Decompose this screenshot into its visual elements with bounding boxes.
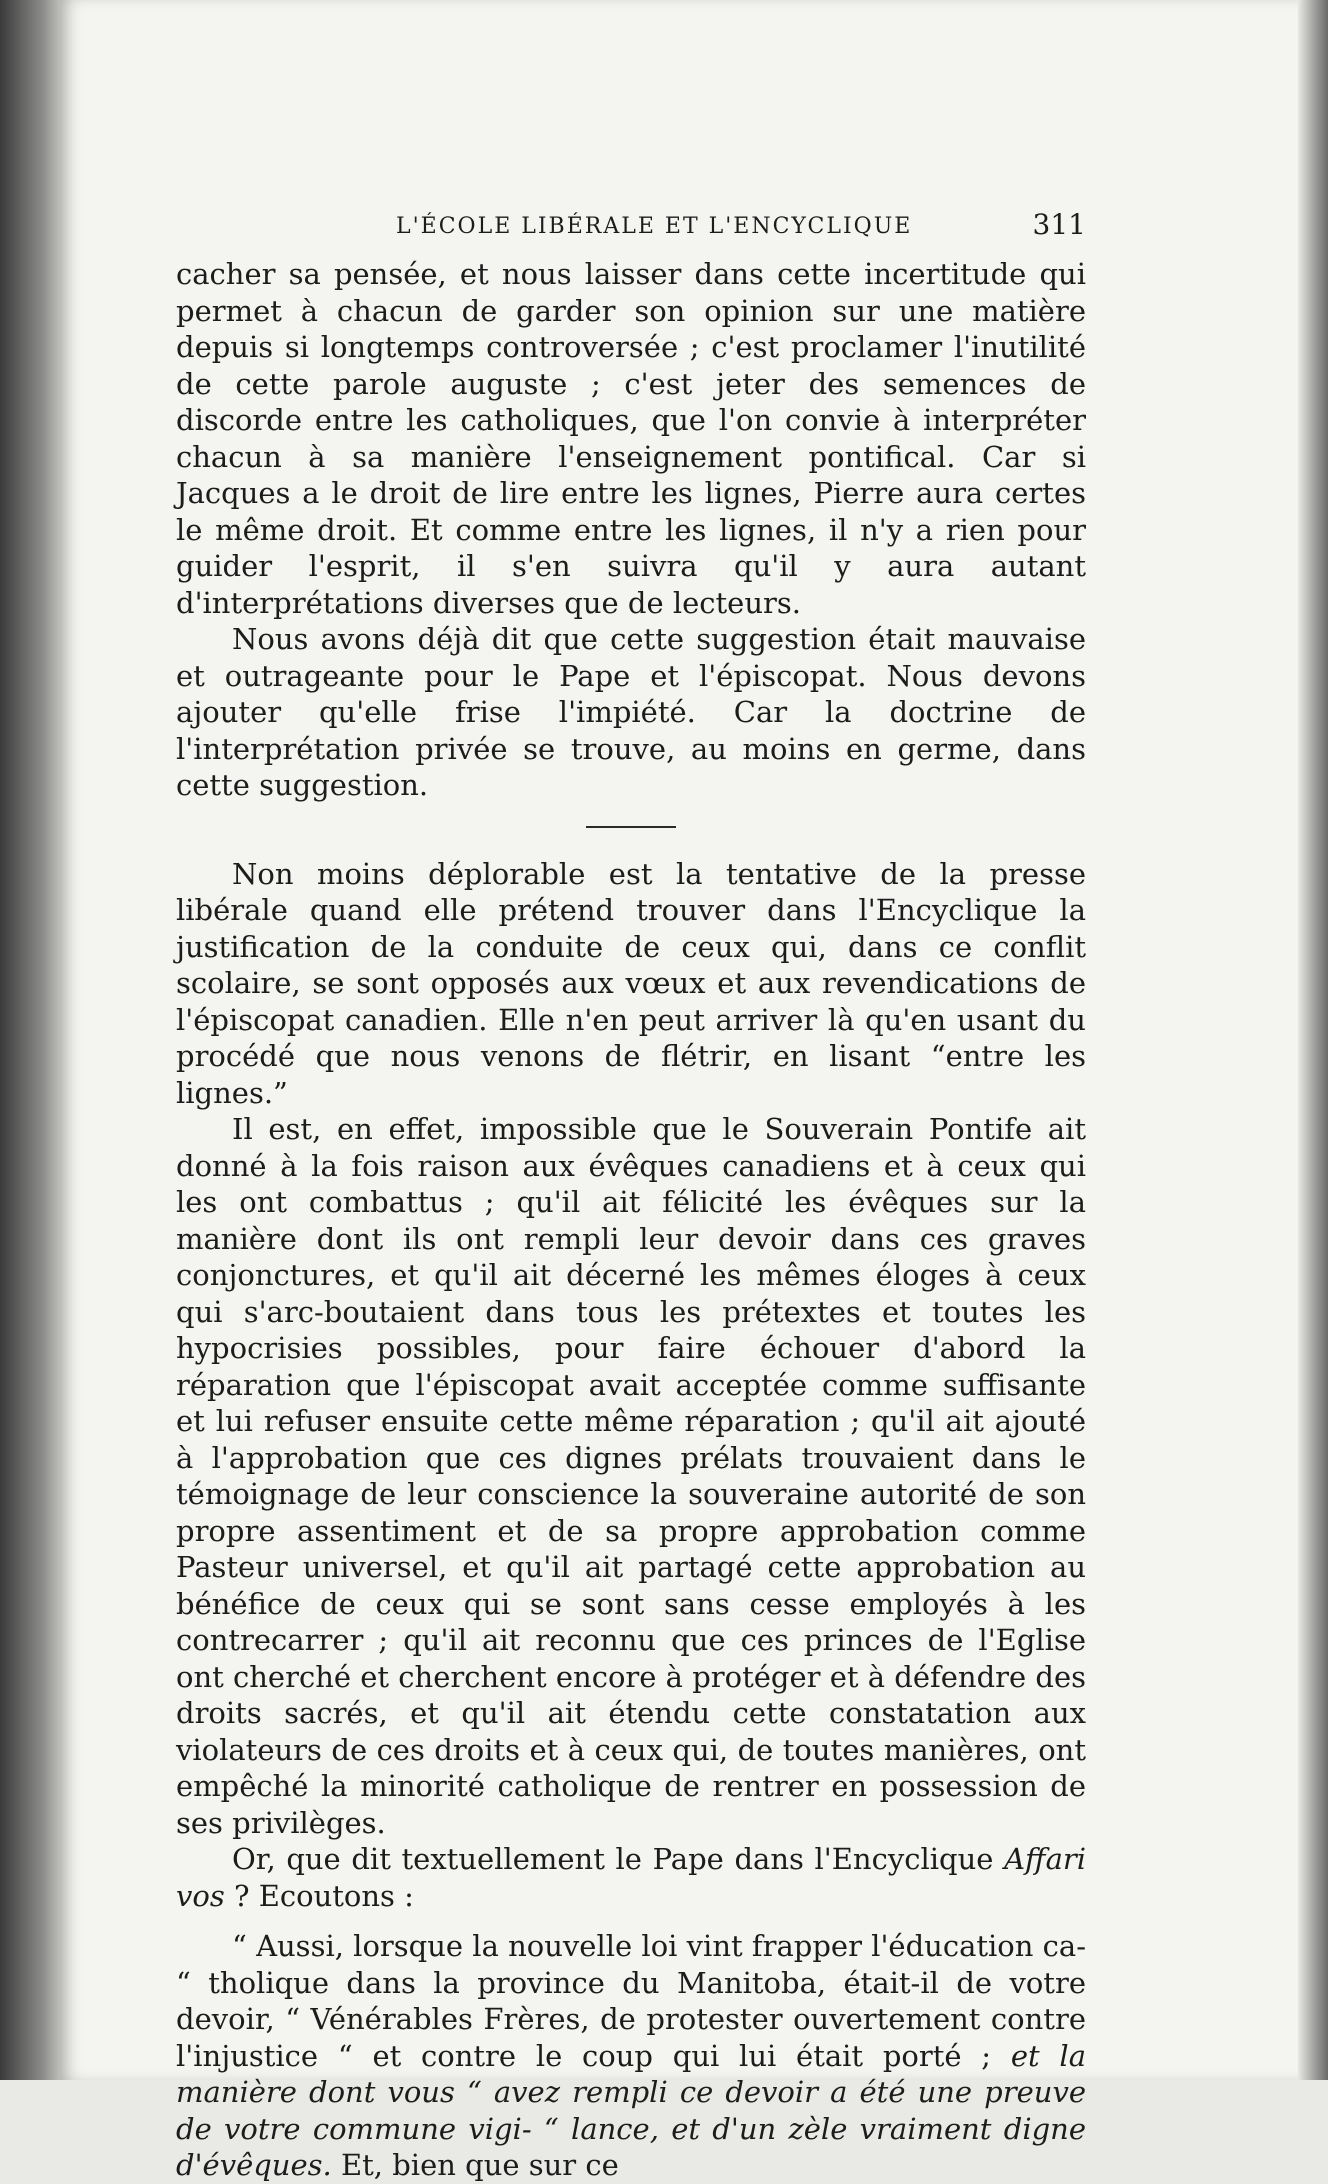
paragraph: Non moins déplorable est la tentative de la presse libérale quand elle prétend trouver dans l'Encyclique la justification de la conduite de ceux qui, dans ce conflit scolaire, se sont opposés aux vœux et aux revendications de l'épiscopat canadien. Elle n'en peut arriver là qu'en usant du procédé que nous venons de flétrir, en lisant “entre les lignes.” xyxy=(176,856,1086,1110)
quote-italic: et la manière dont vous “ avez rempli ce devoir a été une preuve de votre commune vigi- “ lance, et d'un zèle vraiment digne d'évêques. xyxy=(176,2038,1086,2182)
page-body xyxy=(176,256,1086,2184)
quotation xyxy=(176,1928,1086,2184)
question-text-end: ? Ecoutons : xyxy=(224,1878,414,1913)
page-header xyxy=(176,208,1086,248)
encyclical-title: Affari vos xyxy=(176,1842,1086,1913)
scan-left-edge xyxy=(0,0,60,2080)
spacer xyxy=(176,1914,1086,1928)
quote-text-end: Et, bien que sur ce xyxy=(331,2148,619,2182)
question-text: Or, que dit textuellement le Pape dans l'Encyclique xyxy=(232,1842,1005,1876)
paragraph: Nous avons déjà dit que cette suggestion était mauvaise et outrageante pour le Pape et l'épiscopat. Nous devons ajouter qu'elle frise l'impiété. Car la doctrine de l'interprétation privée se trouve, au moins en germe, dans cette suggestion. xyxy=(176,622,1086,802)
paragraph: Il est, en effet, impossible que le Souverain Pontife ait donné à la fois raison aux évêques canadiens et à ceux qui les ont combattus ; qu'il ait félicité les évêques sur la manière dont ils ont rempli leur devoir dans ces graves conjonctures, et qu'il ait décerné les mêmes éloges à ceux qui s'arc-boutaient dans tous les prétextes et toutes les hypocrisies possibles, pour faire échouer d'abord la réparation que l'épiscopat avait acceptée comme suffisante et lui refuser ensuite cette même réparation ; qu'il ait ajouté à l'approbation que ces dignes prélats trouvaient dans le témoignage de leur conscience la souveraine autorité de son propre assentiment et de sa propre approbation comme Pasteur universel, et qu'il ait partagé cette approbation au bénéfice de ceux qui se sont sans cesse employés à les contrecarrer ; qu'il ait reconnu que ces princes de l'Eglise ont cherché et cherchent encore à protéger et à défendre des droits sacrés, et qu'il ait étendu cette constatation aux violateurs de ces droits et à ceux qui, de toutes manières, ont empêché la minorité catholique de rentrer en possession de ses privilèges. xyxy=(176,1112,1086,1840)
quote-text: “ Aussi, lorsque la nouvelle loi vint frapper l'éducation ca- “ tholique dans la province du Manitoba, était-il de votre devoir, “ Vénérables Frères, de protester ouvertement contre l'injustice “ et contre le coup qui lui était porté ; xyxy=(176,1929,1086,2073)
question-paragraph xyxy=(176,1841,1086,1914)
paragraph-continuation: cacher sa pensée, et nous laisser dans cette incertitude qui permet à chacun de garder son opinion sur une matière depuis si longtemps controversée ; c'est proclamer l'inutilité de cette parole auguste ; c'est jeter des semences de discorde entre les catholiques, que l'on convie à interpréter chacun à sa manière l'enseignement pontifical. Car si Jacques a le droit de lire entre les lignes, Pierre aura certes le même droit. Et comme entre les lignes, il n'y a rien pour guider l'esprit, il s'en suivra qu'il y aura autant d'interprétations diverses que de lecteurs. xyxy=(176,257,1086,620)
running-title: L'ÉCOLE LIBÉRALE ET L'ENCYCLIQUE xyxy=(396,214,913,239)
scan-right-edge xyxy=(1298,0,1328,2080)
section-separator xyxy=(586,826,676,828)
page-number: 311 xyxy=(1032,208,1086,241)
